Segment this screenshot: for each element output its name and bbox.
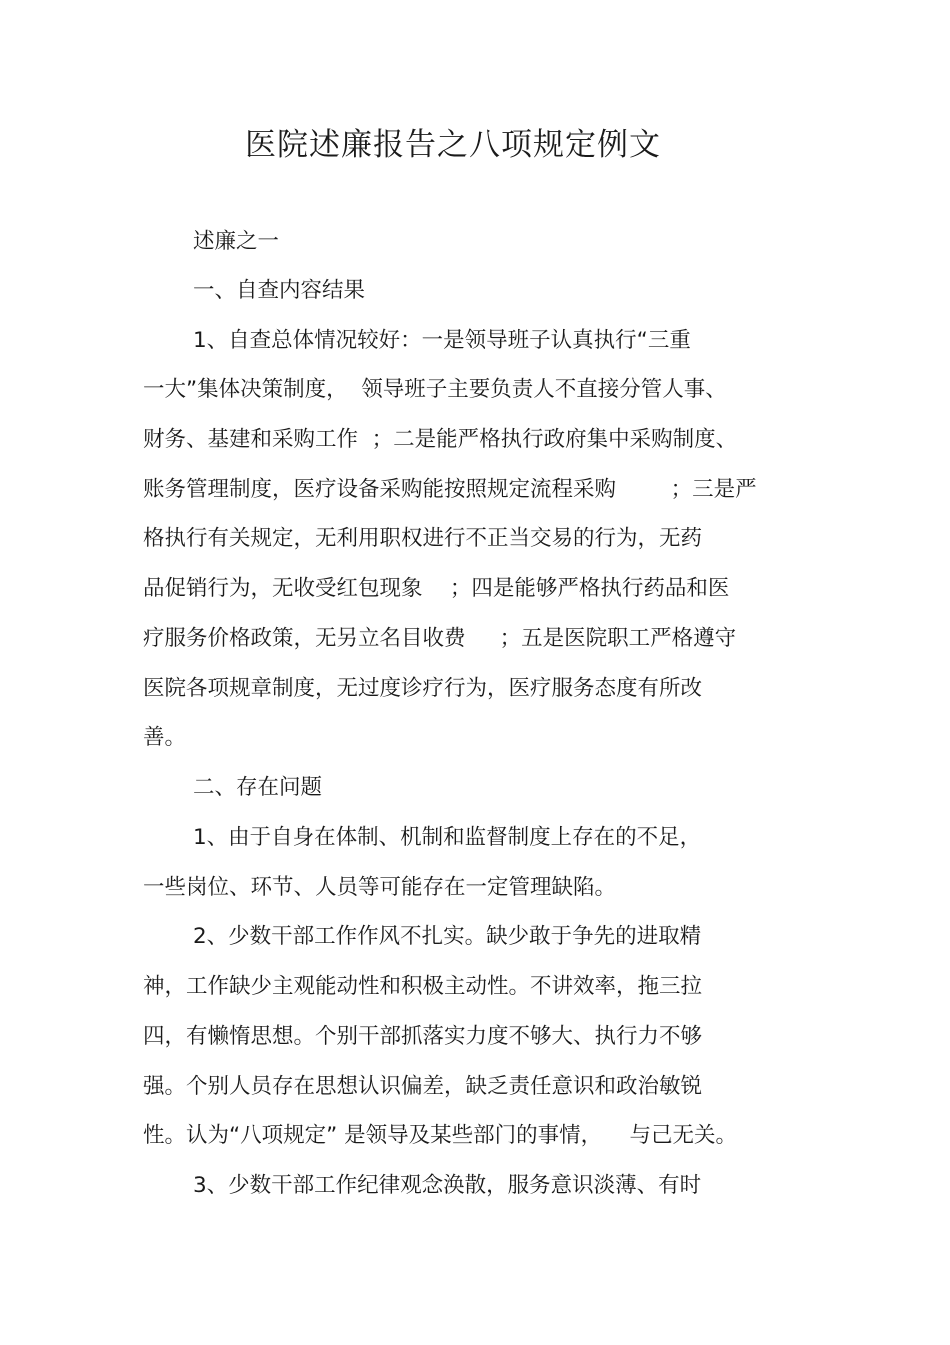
paragraph-line: 一些岗位、环节、人员等可能存在一定管理缺陷。: [143, 875, 617, 900]
paragraph-line: 2、少数干部工作作风不扎实。缺少敢于争先的进取精: [193, 924, 702, 949]
document-title: 医院述廉报告之八项规定例文: [245, 127, 661, 163]
paragraph-line: 性。认为“八项规定” 是领导及某些部门的事情， 与己无关。: [143, 1123, 737, 1148]
paragraph-line: 一大”集体决策制度， 领导班子主要负责人不直接分管人事、: [143, 377, 727, 402]
section-heading-shulian: 述廉之一: [193, 229, 280, 254]
paragraph-line: 强。个别人员存在思想认识偏差，缺乏责任意识和政治敏锐: [143, 1074, 703, 1099]
paragraph-line: 神，工作缺少主观能动性和积极主动性。不讲效率，拖三拉: [143, 974, 703, 999]
paragraph-line: 品促销行为，无收受红包现象 ；四是能够严格执行药品和医: [143, 576, 730, 601]
paragraph-line: 1、由于自身在体制、机制和监督制度上存在的不足，: [193, 825, 702, 850]
paragraph-line: 3、少数干部工作纪律观念涣散，服务意识淡薄、有时: [193, 1173, 702, 1198]
section-heading-2: 二、存在问题: [193, 775, 323, 800]
paragraph-line: 财务、基建和采购工作 ；二是能严格执行政府集中采购制度、: [143, 427, 738, 452]
section-heading-1: 一、自查内容结果: [193, 278, 366, 303]
paragraph-line: 疗服务价格政策，无另立名目收费 ；五是医院职工严格遵守: [143, 626, 737, 651]
paragraph-line: 四，有懒惰思想。个别干部抓落实力度不够大、执行力不够: [143, 1024, 703, 1049]
paragraph-line: 格执行有关规定，无利用职权进行不正当交易的行为，无药: [143, 526, 703, 551]
paragraph-line: 医院各项规章制度，无过度诊疗行为，医疗服务态度有所改: [143, 676, 703, 701]
paragraph-line: 善。: [143, 725, 187, 750]
paragraph-line: 账务管理制度，医疗设备采购能按照规定流程采购 ；三是严: [143, 477, 757, 502]
paragraph-line: 1、自查总体情况较好：一是领导班子认真执行“三重: [193, 328, 691, 353]
